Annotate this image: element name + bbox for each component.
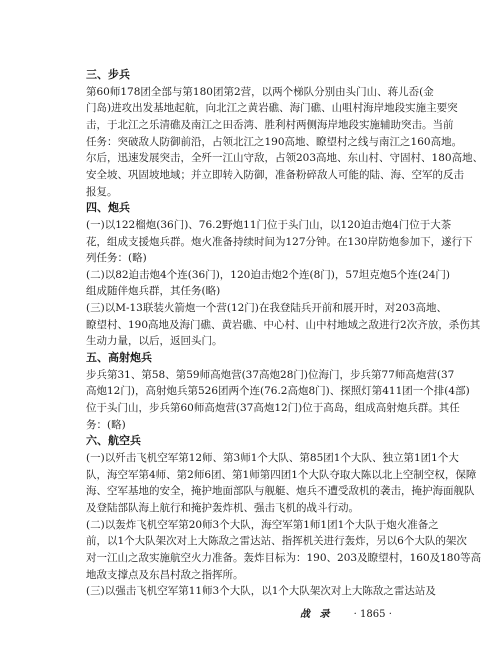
section-heading: 四、炮兵 [86,201,130,215]
text-line: 门岛)进攻出发基地起航，向北江之黄岩礁、海门礁、山咀村海岸地段实施主要突 [86,102,458,115]
text-line: 击，于北江之乐清礁及南江之田岙湾、胜利村两侧海岸地段实施辅助突击。当前 [86,118,454,131]
text-line: (三)以M-13联装火箭炮一个营(12门)在我登陆兵开前和展开时，对203高地、 [86,302,447,315]
text-line: 任务：突破敌人防御前沿，占领北江之190高地、瞭望村之线与南江之160高地。 [86,135,463,148]
text-line: 组成随伴炮兵群，其任务(略) [86,285,221,298]
text-line: 前，以1个大队架次对上大陈敌之雷达站、指挥机关进行轰炸，另以6个大队的架次 [86,535,467,548]
text-line: (三)以强击飞机空军第11师3个大队，以1个大队架次对上大陈敌之雷达站及 [86,585,436,598]
text-line: (一)以122榴炮(36门)、76.2野炮11门位于头门山，以120迫击炮4门位于大茶 [86,218,452,231]
text-line: 第60师178团全部与第180团第2营，以两个梯队分别由头门山、蒋儿岙(金 [86,85,434,98]
text-line: 花，组成支援炮兵群。炮火准备持续时间为127分钟。在130岸防炮参加下，遂行下 [86,235,473,248]
text-line: 步兵第31、第58、第59师高炮营(37高炮28门)位海门，步兵第77师高炮营(37 [86,368,455,381]
page-number-prefix: · [353,609,357,620]
text-line: 列任务：(略) [86,252,147,265]
text-line: 高炮12门)，高射炮兵第526团两个连(76.2高炮8门)、探照灯第411团一个排(4部) [86,385,470,398]
text-line: 尔后，迅速发展突击，全歼一江山守敌，占领203高地、东山村、守固村、180高地、 [86,152,483,165]
text-line: 及登陆部队海上航行和掩护轰炸机、强击飞机的战斗行动。 [86,501,359,514]
text-line: 务：(略) [86,418,126,431]
text-line: 报复。 [86,185,118,198]
text-line: (二)以82迫击炮4个连(36门)，120迫击炮2个连(8门)，57坦克炮5个连(24门) [86,268,450,281]
text-line: 生动力量，以后，返回头门。 [86,335,223,348]
section-heading: 三、步兵 [86,68,130,81]
page-number: 1865 [360,609,386,620]
text-line: 地敌支撑点及东昌村敌之指挥所。 [86,568,244,581]
text-line: 对一江山之敌实施航空火力准备。轰炸目标为：190、203及瞭望村，160及180等高 [86,551,482,564]
page-number-suffix: · [388,609,392,620]
text-line: (一)以歼击飞机空军第12师、第3师1个大队、第85团1个大队、独立第1团1个大 [86,451,459,464]
text-line: 海、空军基地的安全，掩护地面部队与舰艇、炮兵不遭受敌机的袭击，掩护海面舰队 [86,485,475,498]
text-line: 瞭望村、190高地及海门礁、黄岩礁、中心村、山中村地域之敌进行2次齐放，杀伤其 [86,318,481,331]
text-line: 安全坡、巩固坡地域；并立即转入防御，准备粉碎敌人可能的陆、海、空军的反击 [86,168,464,181]
text-line: (二)以轰炸飞机空军第20师3个大队，海空军第1师1团1个大队于炮火准备之 [86,518,439,531]
section-heading: 五、高射炮兵 [86,351,152,365]
text-line: 队，海空军第4师、第2师6团、第1师第四团1个大队夺取大陈以北上空制空权，保障 [86,468,477,481]
text-line: 位于头门山，步兵第60师高炮营(37高炮12门)位于高岛，组成高射炮兵群。其任 [86,402,460,414]
section-heading: 六、航空兵 [86,434,141,448]
page-footer [300,608,440,622]
source-label: 战 录 [300,609,333,620]
